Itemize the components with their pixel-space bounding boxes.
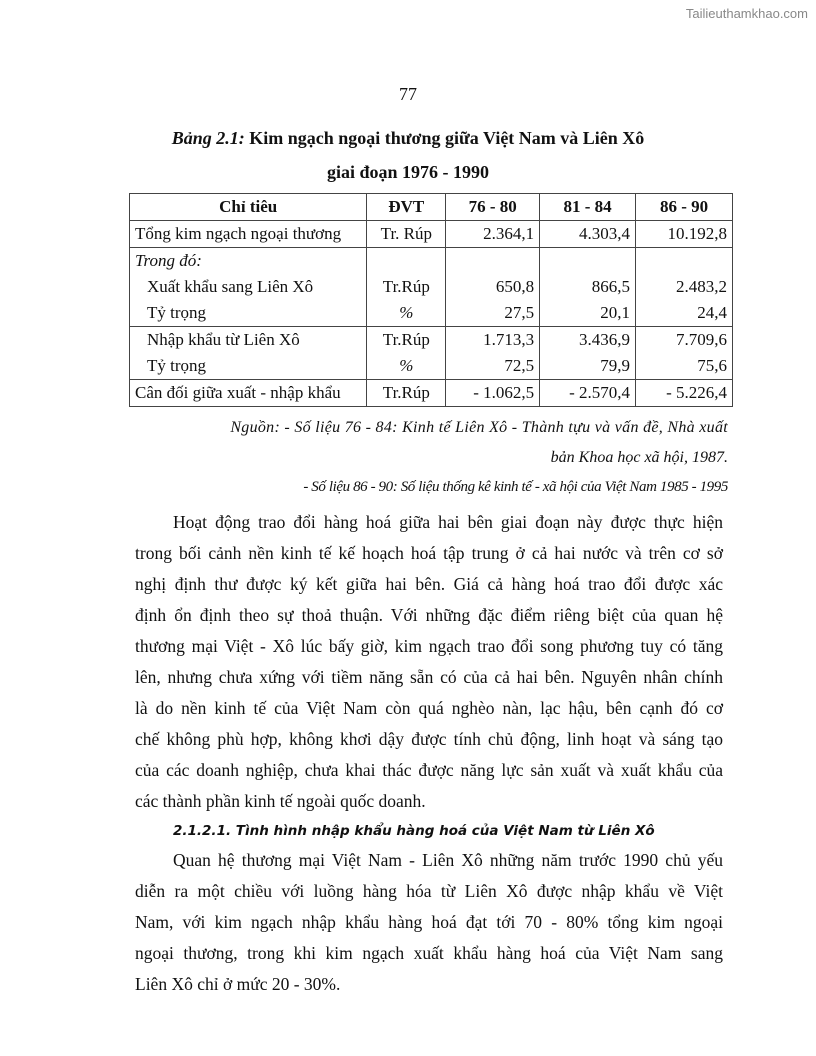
value: 7.709,6: [676, 330, 727, 349]
export-label: Xuất khẩu sang Liên Xô: [147, 277, 314, 296]
caption-subtitle: giai đoạn 1976 - 1990: [326, 162, 490, 182]
caption-label: Bảng 2.1:: [171, 128, 245, 148]
header-cell: 81 - 84: [540, 194, 636, 221]
header-cell: 76 - 80: [446, 194, 540, 221]
value-cell: [636, 248, 733, 327]
text-line: nghị định thư được ký kết giữa hai bên. Giá cả hàng hoá trao đổi được xác: [135, 574, 723, 594]
source-note: - Số liệu 86 - 90: Số liệu thống kê kinh tế - xã hội của Việt Nam 1985 - 1995: [303, 479, 728, 495]
table-row: [130, 380, 733, 407]
value-cell: 4.303,4: [540, 221, 636, 248]
value-cell: [540, 248, 636, 327]
trade-table: [129, 193, 733, 407]
value: 2.483,2: [676, 277, 727, 296]
text-line: Quan hệ thương mại Việt Nam - Liên Xô những năm trước 1990 chủ yếu: [173, 850, 723, 870]
watermark: Tailieuthamkhao.com: [685, 6, 808, 21]
row-label: Tổng kim ngạch ngoại thương: [130, 221, 367, 248]
value: 79,9: [600, 356, 631, 375]
table-row: [130, 327, 733, 380]
unit: %: [399, 303, 414, 322]
import-label: Nhập khẩu từ Liên Xô: [147, 330, 300, 349]
value-cell: 10.192,8: [636, 221, 733, 248]
value-cell: - 5.226,4: [636, 380, 733, 407]
source-note: bản Khoa học xã hội, 1987.: [550, 449, 728, 466]
value: 3.436,9: [579, 330, 631, 349]
header-cell: ĐVT: [367, 194, 446, 221]
text-line: chế không phù hợp, không khơi dậy được tính chủ động, linh hoạt và sáng tạo: [135, 729, 723, 749]
header-cell: Chỉ tiêu: [130, 194, 367, 221]
unit-cell: [367, 248, 446, 327]
value-cell: - 1.062,5: [446, 380, 540, 407]
value-cell: [636, 327, 733, 380]
value: 650,8: [495, 277, 535, 296]
text-line: thương mại Việt - Xô lúc bấy giờ, kim ngạch trao đổi song phương tuy có tăng: [135, 636, 723, 656]
group-label: Trong đó:: [135, 251, 202, 270]
row-label: [130, 327, 367, 380]
value-cell: [540, 327, 636, 380]
text-line: diễn ra một chiều với luồng hàng hóa từ Liên Xô được nhập khẩu về Việt: [135, 881, 723, 901]
text-line: định ổn định theo sự thoả thuận. Với những đặc điểm riêng biệt của quan hệ: [135, 605, 723, 625]
unit: Tr.Rúp: [382, 330, 430, 349]
row-label: Cân đối giữa xuất - nhập khẩu: [130, 380, 367, 407]
value: 24,4: [697, 303, 727, 322]
value-cell: [446, 327, 540, 380]
unit-cell: [367, 327, 446, 380]
text-line: lên, nhưng chưa xứng với tiềm năng sẵn có của cả hai bên. Nguyên nhân chính: [135, 667, 723, 687]
text-line: là do nền kinh tế của Việt Nam còn quá nghèo nàn, lạc hậu, bên cạnh đó cơ: [135, 698, 723, 718]
unit-cell: Tr.Rúp: [367, 380, 446, 407]
value: 20,1: [600, 303, 631, 322]
text-line: của các doanh nghiệp, chưa khai thác được năng lực sản xuất và xuất khẩu của: [135, 760, 723, 780]
value-cell: 2.364,1: [446, 221, 540, 248]
share-label: Tỷ trọng: [147, 356, 207, 375]
text-line: ngoại thương, trong khi kim ngạch xuất khẩu hàng hoá của Việt Nam sang: [135, 943, 723, 963]
caption-title: Kim ngạch ngoại thương giữa Việt Nam và Liên Xô: [249, 128, 645, 148]
value: 866,5: [591, 277, 631, 296]
text-line: Hoạt động trao đổi hàng hoá giữa hai bên giai đoạn này được thực hiện: [173, 512, 723, 532]
section-heading: 2.1.2.1. Tình hình nhập khẩu hàng hoá của Việt Nam từ Liên Xô: [173, 823, 655, 839]
unit-cell: Tr. Rúp: [367, 221, 446, 248]
table-header-row: [130, 194, 733, 221]
row-label: [130, 248, 367, 327]
paragraph: [135, 507, 723, 817]
text-line: Liên Xô chỉ ở mức 20 - 30%.: [135, 974, 341, 994]
text-line: trong bối cảnh nền kinh tế kế hoạch hoá tập trung ở cả hai nước và trên cơ sở: [135, 543, 723, 563]
value-cell: [446, 248, 540, 327]
table-caption: [0, 128, 816, 149]
value: 72,5: [504, 356, 535, 375]
unit: Tr.Rúp: [382, 277, 430, 296]
text-line: các thành phần kinh tế ngoài quốc doanh.: [135, 791, 426, 811]
page-number: 77: [399, 84, 417, 104]
share-label: Tỷ trọng: [147, 303, 207, 322]
value: 27,5: [504, 303, 535, 322]
paragraph: [135, 845, 723, 1000]
value: 75,6: [697, 356, 727, 375]
unit: %: [399, 356, 414, 375]
value-cell: - 2.570,4: [540, 380, 636, 407]
header-cell: 86 - 90: [636, 194, 733, 221]
value: 1.713,3: [483, 330, 535, 349]
source-note: Nguồn: - Số liệu 76 - 84: Kinh tế Liên Xô - Thành tựu và vấn đề, Nhà xuất: [230, 419, 728, 436]
table-row: [130, 221, 733, 248]
table-row: [130, 248, 733, 327]
text-line: Nam, với kim ngạch nhập khẩu hàng hoá đạt tới 70 - 80% tổng kim ngoại: [135, 912, 723, 932]
